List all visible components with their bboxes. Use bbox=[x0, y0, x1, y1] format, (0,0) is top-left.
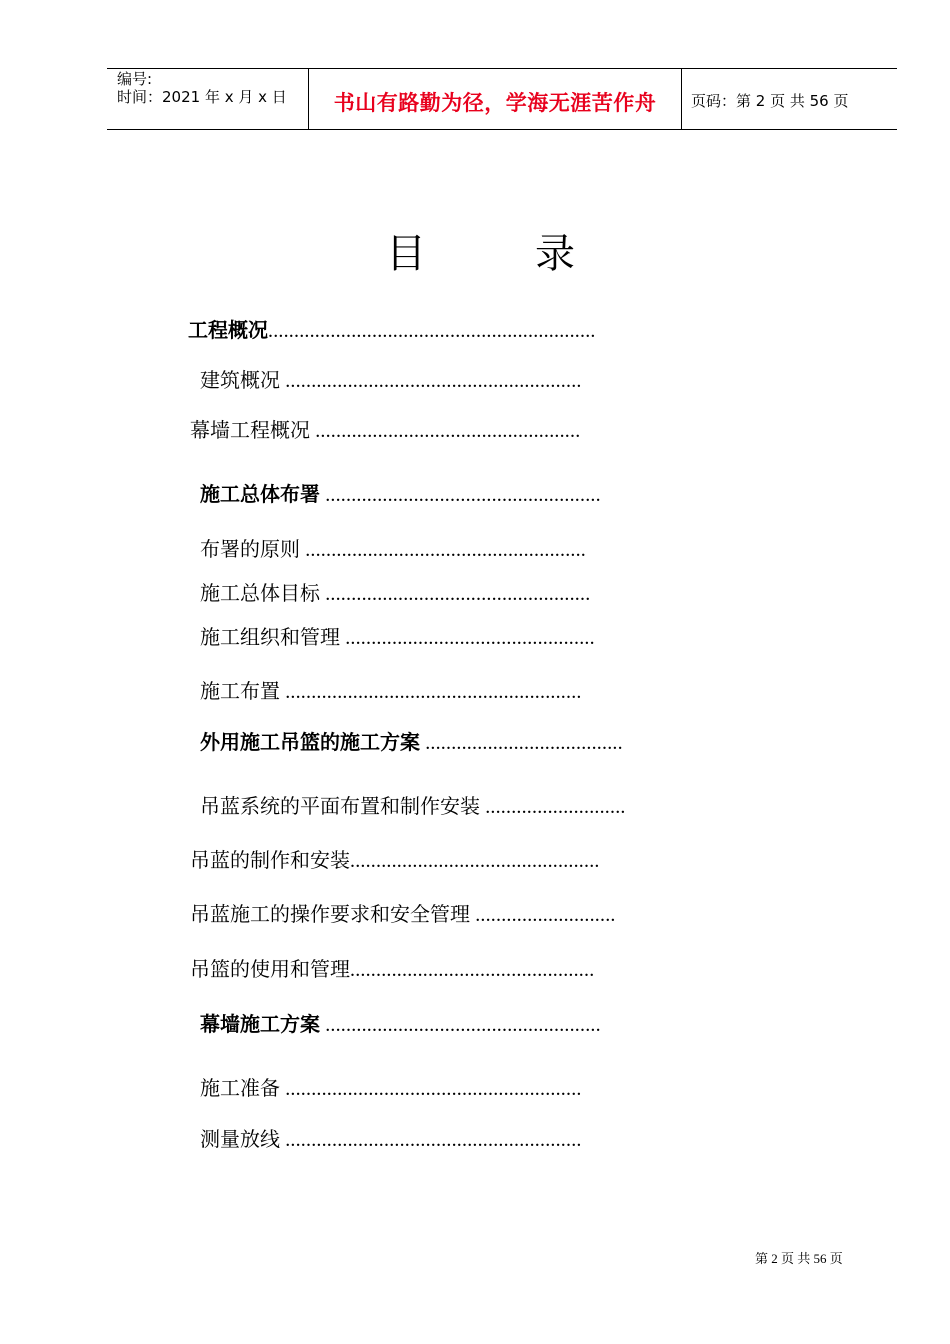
toc-entry-label: 布署的原则 bbox=[200, 537, 300, 561]
toc-entry-label: 测量放线 bbox=[200, 1127, 280, 1151]
toc-leader-dots: ............................................... bbox=[350, 959, 595, 981]
header-table bbox=[107, 68, 897, 130]
header-motto-cell bbox=[309, 69, 682, 129]
toc-entry[interactable] bbox=[190, 956, 594, 983]
toc-leader-dots: ...................................... bbox=[420, 732, 623, 754]
toc-entry[interactable] bbox=[200, 793, 626, 820]
toc-entry-label: 施工组织和管理 bbox=[200, 625, 340, 649]
toc-entry-label: 外用施工吊篮的施工方案 bbox=[200, 730, 420, 754]
time-label: 时间：2021 年 x 月 x 日 bbox=[117, 88, 287, 106]
toc-entry-label: 吊蓝施工的操作要求和安全管理 bbox=[190, 902, 470, 926]
toc-entry[interactable] bbox=[200, 367, 582, 394]
toc-entry[interactable] bbox=[200, 678, 582, 705]
toc-leader-dots: ........................... bbox=[470, 904, 616, 926]
toc-leader-dots: ......................................................... bbox=[280, 370, 582, 392]
toc-leader-dots: ................................................... bbox=[310, 420, 581, 442]
toc-leader-dots: ............................................................... bbox=[268, 320, 596, 342]
toc-leader-dots: ......................................................... bbox=[280, 1078, 582, 1100]
page-number-label: 页码：第 2 页 共 56 页 bbox=[691, 92, 849, 110]
toc-entry-label: 施工总体布署 bbox=[200, 482, 320, 506]
toc-entry-label: 吊篮的使用和管理 bbox=[190, 957, 350, 981]
toc-entry[interactable] bbox=[190, 417, 580, 444]
toc-entry[interactable] bbox=[200, 481, 601, 508]
toc-entry-label: 施工布置 bbox=[200, 679, 280, 703]
toc-entry-label: 吊蓝的制作和安装 bbox=[190, 848, 350, 872]
code-label: 编号: bbox=[117, 70, 153, 88]
toc-leader-dots: ................................................ bbox=[340, 627, 595, 649]
toc-entry-label: 施工准备 bbox=[200, 1076, 280, 1100]
toc-leader-dots: ..................................................... bbox=[320, 1014, 601, 1036]
toc-title-char-1: 目 bbox=[386, 231, 426, 277]
toc-title-char-2: 录 bbox=[535, 231, 575, 277]
toc-entry-label: 幕墙施工方案 bbox=[200, 1012, 320, 1036]
toc-leader-dots: ................................................... bbox=[320, 583, 591, 605]
toc-entry[interactable] bbox=[190, 901, 616, 928]
toc-entry[interactable] bbox=[200, 624, 595, 651]
footer-page-number: 第 2 页 共 56 页 bbox=[755, 1251, 843, 1266]
toc-entry-label: 建筑概况 bbox=[200, 368, 280, 392]
header-page-cell bbox=[682, 69, 897, 129]
header-info-cell bbox=[107, 69, 309, 129]
toc-leader-dots: ................................................ bbox=[350, 850, 600, 872]
toc-entry-label: 吊蓝系统的平面布置和制作安装 bbox=[200, 794, 480, 818]
motto-text: 书山有路勤为径，学海无涯苦作舟 bbox=[333, 91, 657, 115]
toc-entry[interactable] bbox=[200, 536, 586, 563]
toc-entry-label: 幕墙工程概况 bbox=[190, 418, 310, 442]
toc-entry[interactable] bbox=[200, 1126, 582, 1153]
toc-leader-dots: ..................................................... bbox=[320, 484, 601, 506]
toc-entry[interactable] bbox=[200, 1075, 582, 1102]
toc-entry[interactable] bbox=[200, 580, 590, 607]
toc-entry-label: 工程概况 bbox=[188, 318, 268, 342]
toc-entry[interactable] bbox=[190, 847, 600, 874]
toc-entry[interactable] bbox=[200, 1011, 601, 1038]
toc-leader-dots: ......................................................... bbox=[280, 1129, 582, 1151]
toc-leader-dots: ........................... bbox=[480, 796, 626, 818]
toc-leader-dots: ...................................................... bbox=[300, 539, 586, 561]
toc-leader-dots: ......................................................... bbox=[280, 681, 582, 703]
toc-entry[interactable] bbox=[188, 317, 596, 344]
toc-entry-label: 施工总体目标 bbox=[200, 581, 320, 605]
toc-entry[interactable] bbox=[200, 729, 623, 756]
